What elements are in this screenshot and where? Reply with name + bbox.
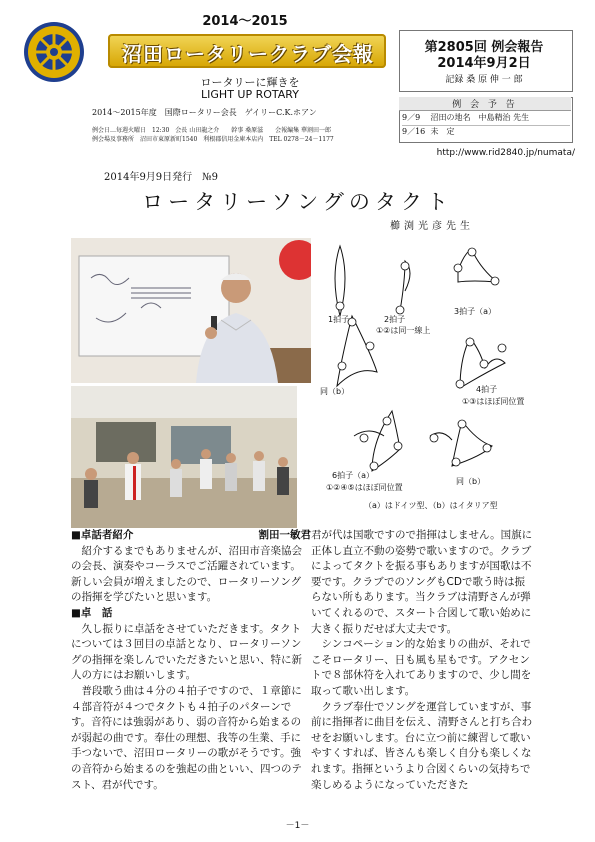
fiscal-years: 2014～2015 [202, 14, 288, 29]
speaker-name: 櫛渕光彦先生 [390, 221, 474, 232]
intro-paragraph: 紹介するまでもありませんが、沼田市音楽協会の会長、演奏やコーラスでご活躍されています。新しい会員が増えましたので、ロータリーソングの指揮を学びたいと思います。 [71, 544, 302, 604]
label-3-beat-b: 同（b） [320, 387, 350, 396]
meeting-line-1: 例会日…毎週火曜日 12:30 会長 山田龍之介 幹事 桑原滋 会報編集 華割田一郎 [92, 127, 332, 134]
label-3-beat-a: 3拍子（a） [454, 307, 496, 316]
label-6-beat-a: 6拍子（a） [332, 471, 374, 480]
schedule-row [402, 112, 570, 126]
label-4-beat: 4拍子 [476, 385, 498, 394]
article-headline: ロータリーソングのタクト [142, 190, 453, 214]
intro-heading-row [71, 528, 311, 544]
motto-japanese: ロータリーに輝きを [200, 76, 300, 89]
recorder: 記録 桑 原 伸 一 郎 [445, 75, 523, 85]
schedule-event: 沼田の地名 中島精治 先生 [430, 113, 530, 122]
talk-paragraph-2: 普段歌う曲は４分の４拍子ですので、１章節に４部音符が４つでタクトも４拍子のパターンです。音符には強弱があり、弱の音符から始まるのが弱起の曲です。奉仕の理想、我等の生業、手に手つないで、沼田ロータリーの歌がそうです。強の音符から始まるのを強起の曲といい、四つのテスト、君が代です。 [71, 684, 302, 791]
schedule-row [402, 126, 570, 139]
label-6-beat-b: 同（b） [456, 477, 486, 486]
label-style-note: （a）はドイツ型、（b）はイタリア型 [364, 501, 498, 510]
issue-line: 2014年9月9日発行 №9 [104, 172, 218, 183]
label-6-beat-a-note: ①②④⑤はほぼ同位置 [326, 483, 403, 492]
club-url-link[interactable]: http://www.rid2840.jp/numata/ [436, 148, 575, 158]
conducting-patterns-diagram [312, 236, 582, 536]
report-date: 2014年9月2日 [437, 56, 531, 71]
photo-members-singing [71, 386, 297, 528]
schedule-event: 未 定 [430, 127, 455, 136]
col2-paragraph-2: シンコペーション的な始まりの曲が、それでこそロータリー、日も風も星もです。アクセントで８部休符を入れてありますので、少し間を取って歌い出します。 [311, 638, 532, 697]
intro-author: 割田一敏君 [258, 529, 311, 541]
label-4-beat-note: ①③はほぼ同位置 [462, 397, 525, 406]
label-2-beat: 2拍子 [384, 315, 406, 324]
schedule-date: 9／9 [402, 113, 421, 122]
motto-english: LIGHT UP ROTARY [201, 88, 299, 101]
col2-paragraph-1: 君が代は国歌ですので指揮はしません。国旗に正体し直立不動の姿勢で歌いますので。クラブによってタクトを振る事もありますが国歌は不要です。クラブでのソングもCDで歌う時は振らない所もあります。当クラブは清野さんが弾いてくれるので、スタート合図して歌い始めに大きく振りだせば大丈夫です。 [311, 529, 533, 635]
meeting-info [92, 126, 392, 144]
article-column-2 [311, 528, 533, 793]
talk-paragraph-1: 久し振りに卓話をさせていただきます。タクトについては３回目の卓話となり、ロータリーソングの指揮を楽しんでいただきたいと思い、特に新人の方にはお願いします。 [71, 622, 302, 682]
club-name: 沼田ロータリークラブ会報 [122, 42, 374, 66]
page-number: －1－ [285, 821, 310, 831]
photo-speaker [71, 238, 311, 383]
report-title: 第2805回 例会報告 [424, 40, 544, 55]
col2-paragraph-3: クラブ奉仕でソングを運営していますが、事前に指揮者に曲目を伝え、清野さんと打ち合わせをお願いします。台に立つ前に練習して歌いやすくすれば、皆さんも楽しく自分も楽しくなれます。指揮というより合図くらいの気持ちで楽しめるようになっていただきた [311, 700, 533, 791]
meeting-line-2: 例会場及事務所 沼田市東原新町1540 利根郡信用金庫本店内 TEL 0278－24－1177 [92, 136, 334, 143]
president-line: 2014～2015年度 国際ロータリー会長 ゲイリーC.K.ホアン [92, 108, 317, 117]
intro-heading: ■卓話者紹介 [71, 529, 134, 541]
talk-heading: ■卓 話 [71, 606, 113, 619]
schedule-title: 例 会 予 告 [399, 97, 571, 111]
label-1-beat: 1拍子 [328, 315, 350, 324]
schedule-date: 9／16 [402, 127, 426, 136]
label-2-beat-note: ①②は同一線上 [376, 326, 431, 335]
article-column-1 [71, 528, 311, 793]
rotary-logo [22, 20, 86, 84]
